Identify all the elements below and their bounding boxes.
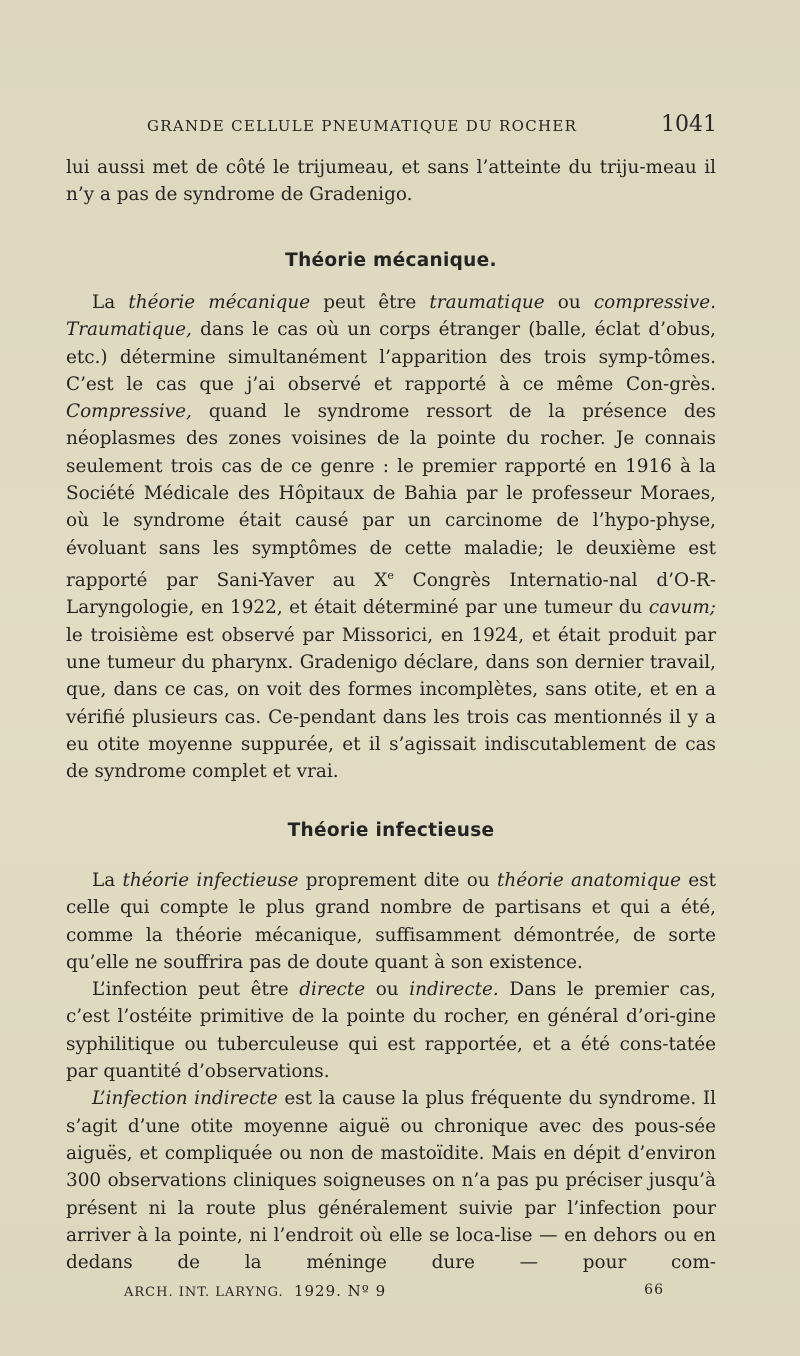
heading-theorie-infectieuse: Théorie infectieuse — [287, 820, 495, 841]
opening-paragraph: lui aussi met de côté le trijumeau, et sans l’atteinte du triju-meau il n’y a pas de syndrome de Gradenigo. — [66, 157, 716, 206]
heading-theorie-mecanique: Théorie mécanique. — [285, 250, 497, 271]
opening-paragraph-block — [66, 154, 716, 209]
infectious-paragraph-2: L’infection peut être directe ou indirecte. Dans le premier cas, c’est l’ostéite primitive de la pointe du rocher, en général d’ori-gine syphilitique ou tuberculeuse qui est rapportée, et a été cons-tatée par quantité d’observations. — [66, 979, 716, 1083]
footer-journal: ARCH. INT. LARYNG. 1929. Nº 9 — [124, 1282, 387, 1300]
page-number: 1041 — [661, 112, 717, 137]
page-footer — [124, 1282, 664, 1300]
infectious-paragraph-3: L’infection indirecte est la cause la plus fréquente du syndrome. Il s’agit d’une otite moyenne aiguë ou chronique avec des pous-sée aiguës, et compliquée ou non de mastoïdite. Mais en dépit d’environ 300 observations cliniques soigneuses on n’a pas pu préciser jusqu’à présent ni la route plus généralement suivie par l’infection pour arriver à la pointe, ni l’endroit où elle se loca-lise — en dehors ou en dedans de la méninge dure — pour com- — [66, 1088, 716, 1274]
running-title: GRANDE CELLULE PNEUMATIQUE DU ROCHER — [147, 117, 578, 135]
mechanical-section-body — [66, 289, 716, 785]
infectious-paragraph-1: La théorie infectieuse proprement dite ou théorie anatomique est celle qui compte le plus grand nombre de partisans et qui a été, comme la théorie mécanique, suffisamment démontrée, de sorte qu’elle ne souffrira pas de doute quant à son existence. — [66, 870, 716, 973]
running-header — [147, 112, 717, 137]
mechanical-paragraph: La théorie mécanique peut être traumatique ou compressive. Traumatique, dans le cas où un corps étranger (balle, éclat d’obus, etc.) détermine simultanément l’apparition des trois symp-tômes. C’est le cas que j’ai observé et rapporté à ce même Con-grès. Compressive, quand le syndrome ressort de la présence des néoplasmes des zones voisines de la pointe du rocher. Je connais seulement trois cas de ce genre : le premier rapporté en 1916 à la Société Médicale des Hôpitaux de Bahia par le professeur Moraes, où le syndrome était causé par un carcinome de l’hypo-physe, évoluant sans les symptômes de cette maladie; le deuxième est rapporté par Sani-Yaver au Xe Congrès Internatio-nal d’O-R-Laryngologie, en 1922, et était déterminé par une tumeur du cavum; le troisième est observé par Missorici, en 1924, et était produit par une tumeur du pharynx. Gradenigo déclare, dans son dernier travail, que, dans ce cas, on voit des formes incomplètes, sans otite, et en a vérifié plusieurs cas. Ce-pendant dans les trois cas mentionnés il y a eu otite moyenne suppurée, et il s’agissait indiscutablement de cas de syndrome complet et vrai. — [66, 292, 716, 783]
footer-signature: 66 — [644, 1282, 664, 1298]
infectious-section-body — [66, 867, 716, 1276]
